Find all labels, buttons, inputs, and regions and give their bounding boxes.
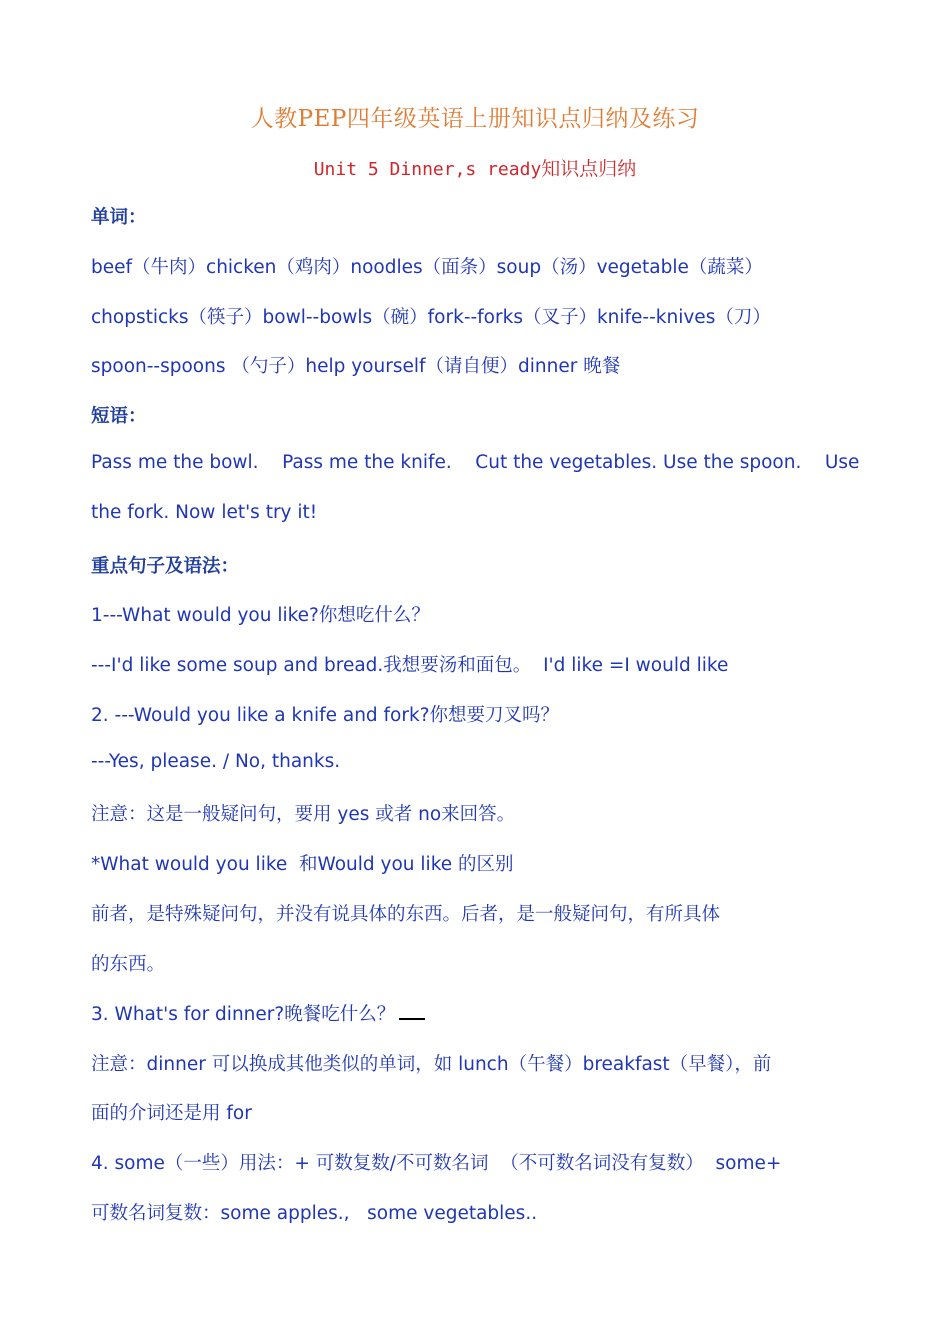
some-usage-line-2: 可数名词复数：some apples., some vegetables.. <box>91 1203 538 1224</box>
phrases-heading: 短语： <box>91 406 147 427</box>
answer-blank <box>399 1017 425 1020</box>
words-line-2: chopsticks（筷子）bowl--bowls（碗）fork--forks（叉子）knife--knives（刀） <box>91 307 771 328</box>
words-heading: 单词： <box>91 207 147 228</box>
subtitle-topic: 知识点归纳 <box>541 158 637 180</box>
sentence-3-note-2: 面的介词还是用 for <box>91 1103 252 1124</box>
difference-line-1: 前者，是特殊疑问句，并没有说具体的东西。后者，是一般疑问句，有所具体 <box>91 904 721 925</box>
sentence-1-question: 1---What would you like?你想吃什么？ <box>91 605 430 626</box>
grammar-heading: 重点句子及语法： <box>91 556 240 577</box>
sentence-2-note: 注意：这是一般疑问句，要用 yes 或者 no来回答。 <box>91 804 516 825</box>
sentence-2-answer: ---Yes, please. / No, thanks. <box>91 751 341 772</box>
sentence-3-question: 3. What's for dinner?晚餐吃什么？ <box>91 1004 396 1025</box>
subtitle-unit: Unit 5 Dinner,s ready <box>313 159 542 180</box>
sentence-1-answer: ---I'd like some soup and bread.我想要汤和面包。 I'd like =I would like <box>91 655 729 676</box>
sentence-3-question-row <box>91 1000 866 1026</box>
difference-line-2: 的东西。 <box>91 954 166 975</box>
sentence-3-note-1: 注意：dinner 可以换成其他类似的单词，如 lunch（午餐）breakfast（早餐），前 <box>91 1054 772 1075</box>
words-line-1: beef（牛肉）chicken（鸡肉）noodles（面条）soup（汤）vegetable（蔬菜） <box>91 257 763 278</box>
document-subtitle <box>0 154 950 181</box>
phrases-line-1: Pass me the bowl. Pass me the knife. Cut the vegetables. Use the spoon. Use <box>91 452 860 473</box>
sentence-2-question: 2. ---Would you like a knife and fork?你想要刀叉吗？ <box>91 705 560 726</box>
phrases-line-2: the fork. Now let's try it! <box>91 502 318 523</box>
words-line-3: spoon--spoons （勺子）help yourself（请自便）dinner 晚餐 <box>91 356 621 377</box>
some-usage-line-1: 4. some（一些）用法：+ 可数复数/不可数名词 （不可数名词没有复数） some+ <box>91 1153 782 1174</box>
difference-title: *What would you like 和Would you like 的区别 <box>91 854 514 875</box>
document-title: 人教PEP四年级英语上册知识点归纳及练习 <box>250 106 700 132</box>
